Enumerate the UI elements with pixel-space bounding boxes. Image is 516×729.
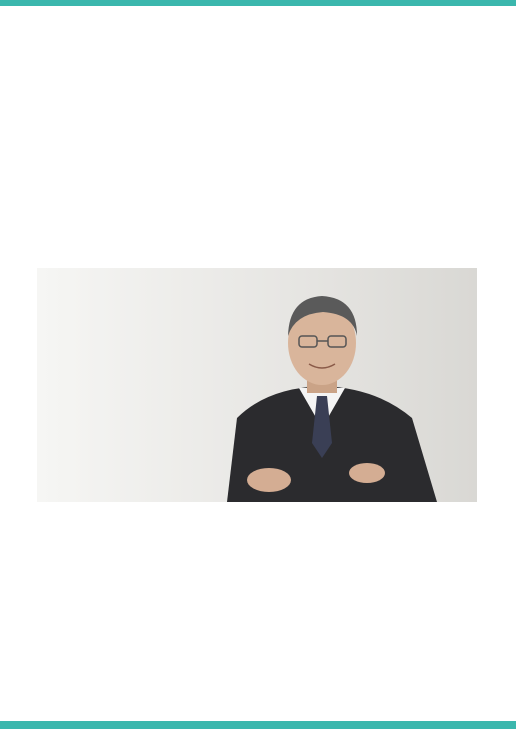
page-footer: [38, 702, 478, 716]
top-accent-bar: [0, 0, 516, 6]
portrait-illustration: [37, 268, 477, 502]
bottom-accent-bar: [0, 721, 516, 729]
interviewee-photo: [37, 268, 477, 502]
section-heading: [453, 58, 489, 258]
